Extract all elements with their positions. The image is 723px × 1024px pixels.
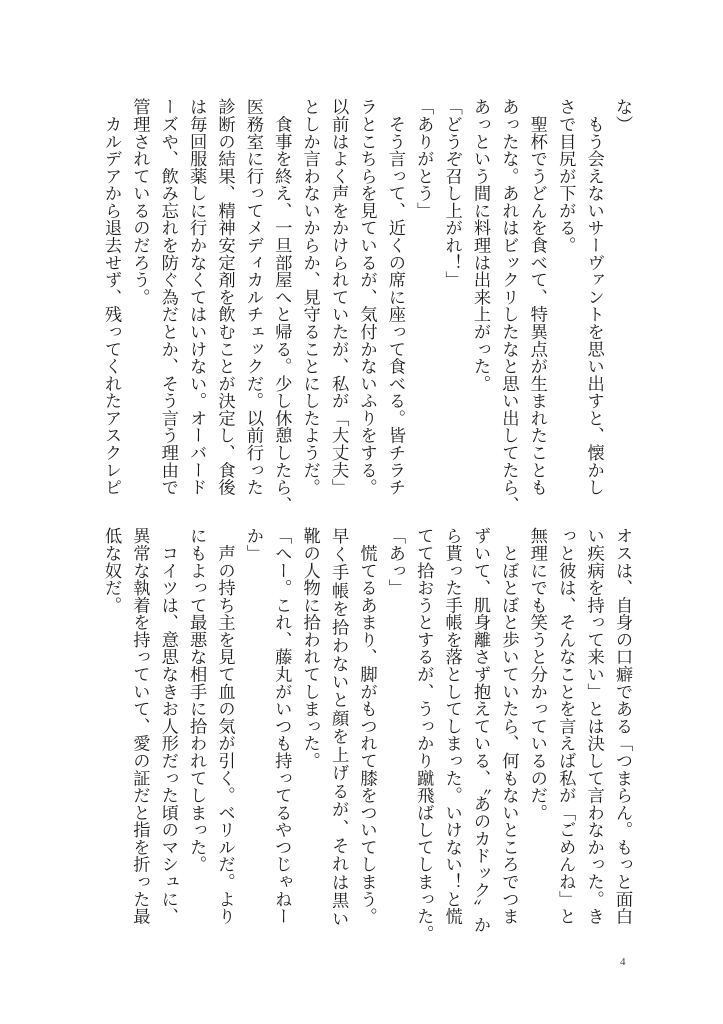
text-column: 食事を終え、一旦部屋へと帰る。少し休憩したら、 <box>271 98 292 513</box>
text-column: さで目尻が下がる。 <box>555 98 576 254</box>
text-column: オスは、自身の口癖である「つまらん。もっと面白 <box>612 527 632 925</box>
text-column: もう会えないサーヴァントを思い出すと、懐かし <box>583 98 604 496</box>
text-column: 無理にでも笑うと分かっているのだ。 <box>526 527 547 821</box>
text-column: にもよって最悪な相手に拾われてしまった。 <box>186 527 207 873</box>
text-column: 声の持ち主を見て血の気が引く。ベリルだ。より <box>214 527 235 925</box>
text-column: あったな。あれはビックリしたなと思い出してたら、 <box>498 98 519 513</box>
text-column: あっという間に料理は出来上がった。 <box>470 98 491 392</box>
text-column: い疾病を持って来い」とは決して言わなかった。き <box>583 527 604 925</box>
text-column: 早く手帳を拾わないと顔を上げるが、それは黒い <box>328 527 349 927</box>
upper-text-block <box>96 98 636 513</box>
text-column: 管理されているのだろう。 <box>129 98 150 306</box>
text-column: 慌てるあまり、脚がもつれて膝をついてしまう。 <box>356 527 377 925</box>
dialogue-column: 「へー。これ、藤丸がいつも持ってるやつじゃねー <box>271 527 292 925</box>
lower-text-block <box>96 527 636 942</box>
text-column: コイツは、意思なきお人形だった頃のマシュに、 <box>157 527 178 925</box>
text-column: 低な奴だ。 <box>100 527 121 614</box>
text-column: 医務室に行ってメディカルチェックだ。以前行った <box>242 98 263 496</box>
text-column: ずいて、肌身離さず抱えている、〝あのカドック〟か <box>470 527 491 934</box>
text-column: カルデアから退去せず、残ってくれたアスクレピ <box>100 98 121 496</box>
text-column: は毎回服薬しに行かなくてはいけない。オーバード <box>186 98 207 496</box>
text-column: ラとこちらを見ているが、気付かないふりをする。 <box>356 98 377 496</box>
text-column: な） <box>612 98 632 133</box>
page-number: 4 <box>620 956 626 968</box>
text-column: ら貰った手帳を落としてしまった。いけない！と慌 <box>441 527 462 925</box>
dialogue-column: か」 <box>242 527 263 562</box>
text-column: てて拾おうとするが、うっかり蹴飛ばしてしまった。 <box>413 527 434 942</box>
dialogue-column: 「あっ」 <box>384 527 405 597</box>
text-column: っと彼は、そんなことを言えば私が「ごめんね」と <box>555 527 576 925</box>
dialogue-column: 「ありがとう」 <box>413 98 434 220</box>
dialogue-column: 「どうぞ召し上がれ！」 <box>441 98 462 289</box>
text-column: 診断の結果、精神安定剤を飲むことが決定し、食後 <box>214 98 235 496</box>
text-column: としか言わないからか、見守ることにしたようだ。 <box>299 98 320 496</box>
text-column: 聖杯でうどんを食べて、特異点が生まれたことも <box>526 98 547 496</box>
text-column: 以前はよく声をかけられていたが、私が「大丈夫」 <box>328 98 349 496</box>
text-column: 異常な執着を持っていて、愛の証だと指を折った最 <box>129 527 150 925</box>
text-column: とぼとぼと歩いていたら、何もないところでつま <box>498 527 519 925</box>
text-column: そう言って、近くの席に座って食べる。皆チラチ <box>384 98 405 496</box>
text-column: ーズや、飲み忘れを防ぐ為だとか、そう言う理由で <box>157 98 178 496</box>
text-column: 靴の人物に拾われてしまった。 <box>299 527 320 770</box>
